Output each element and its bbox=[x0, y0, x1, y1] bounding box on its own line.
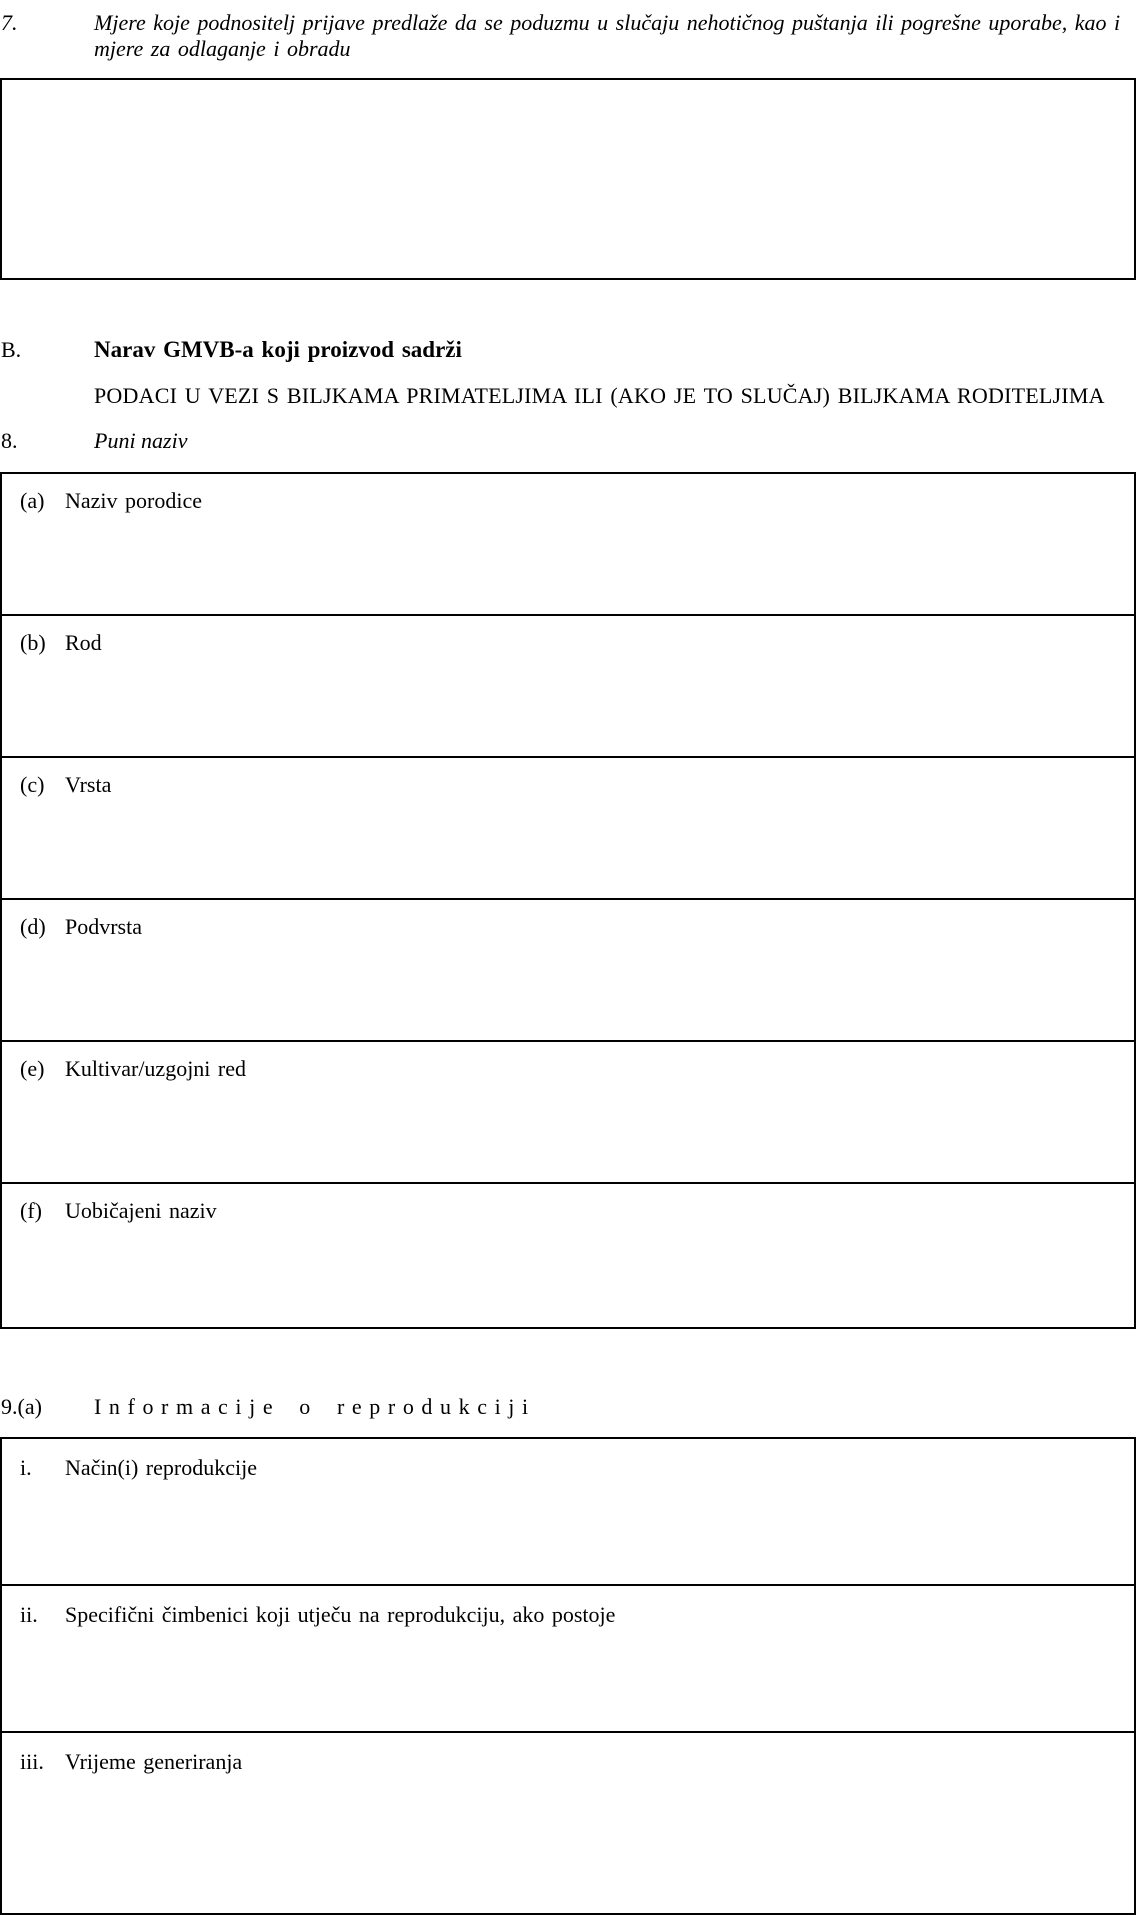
row-label: Način(i) reprodukcije bbox=[65, 1455, 257, 1480]
row-label: Rod bbox=[65, 630, 102, 655]
section-9-label: Informacije o reprodukciji bbox=[94, 1394, 536, 1419]
section-8-label: Puni naziv bbox=[94, 428, 188, 453]
row-letter: (f) bbox=[20, 1198, 42, 1223]
section-7-number: 7. bbox=[1, 10, 18, 35]
row-label: Kultivar/uzgojni red bbox=[65, 1056, 247, 1081]
section-9-number: 9.(a) bbox=[1, 1394, 42, 1419]
table-row-common-name[interactable] bbox=[2, 1184, 1134, 1327]
table-row-genus[interactable] bbox=[2, 616, 1134, 758]
section-7-answer-box[interactable] bbox=[0, 78, 1136, 280]
full-name-table bbox=[0, 472, 1136, 1329]
row-letter: (a) bbox=[20, 488, 45, 513]
table-row-species[interactable] bbox=[2, 758, 1134, 900]
section-7-text: Mjere koje podnositelj prijave predlaže da se poduzmu u slučaju nehotičnog puštanja ili pogrešne uporabe, kao i mjere za odlaganje i obradu bbox=[94, 10, 1121, 61]
row-letter: (c) bbox=[20, 772, 45, 797]
row-letter: ii. bbox=[20, 1602, 38, 1627]
table-row-family-name[interactable] bbox=[2, 474, 1134, 616]
section-b-title: Narav GMVB-a koji proizvod sadrži bbox=[94, 337, 462, 362]
row-letter: i. bbox=[20, 1455, 32, 1480]
row-label: Uobičajeni naziv bbox=[65, 1198, 217, 1223]
row-letter: (e) bbox=[20, 1056, 45, 1081]
table-row-generation-time[interactable] bbox=[2, 1733, 1134, 1913]
table-row-reproduction-factors[interactable] bbox=[2, 1586, 1134, 1733]
reproduction-table bbox=[0, 1437, 1136, 1915]
row-letter: (b) bbox=[20, 630, 46, 655]
row-label: Naziv porodice bbox=[65, 488, 202, 513]
row-label: Specifični čimbenici koji utječu na reprodukciju, ako postoje bbox=[65, 1602, 616, 1627]
row-label: Vrsta bbox=[65, 772, 112, 797]
row-letter: iii. bbox=[20, 1749, 44, 1774]
row-label: Podvrsta bbox=[65, 914, 142, 939]
table-row-subspecies[interactable] bbox=[2, 900, 1134, 1042]
table-row-cultivar[interactable] bbox=[2, 1042, 1134, 1184]
section-8-number: 8. bbox=[1, 428, 18, 453]
section-b-subtitle: PODACI U VEZI S BILJKAMA PRIMATELJIMA ILI (AKO JE TO SLUČAJ) BILJKAMA RODITELJIMA bbox=[94, 383, 1105, 408]
table-row-reproduction-mode[interactable] bbox=[2, 1439, 1134, 1586]
row-letter: (d) bbox=[20, 914, 46, 939]
row-label: Vrijeme generiranja bbox=[65, 1749, 243, 1774]
section-b-letter: B. bbox=[1, 337, 22, 362]
